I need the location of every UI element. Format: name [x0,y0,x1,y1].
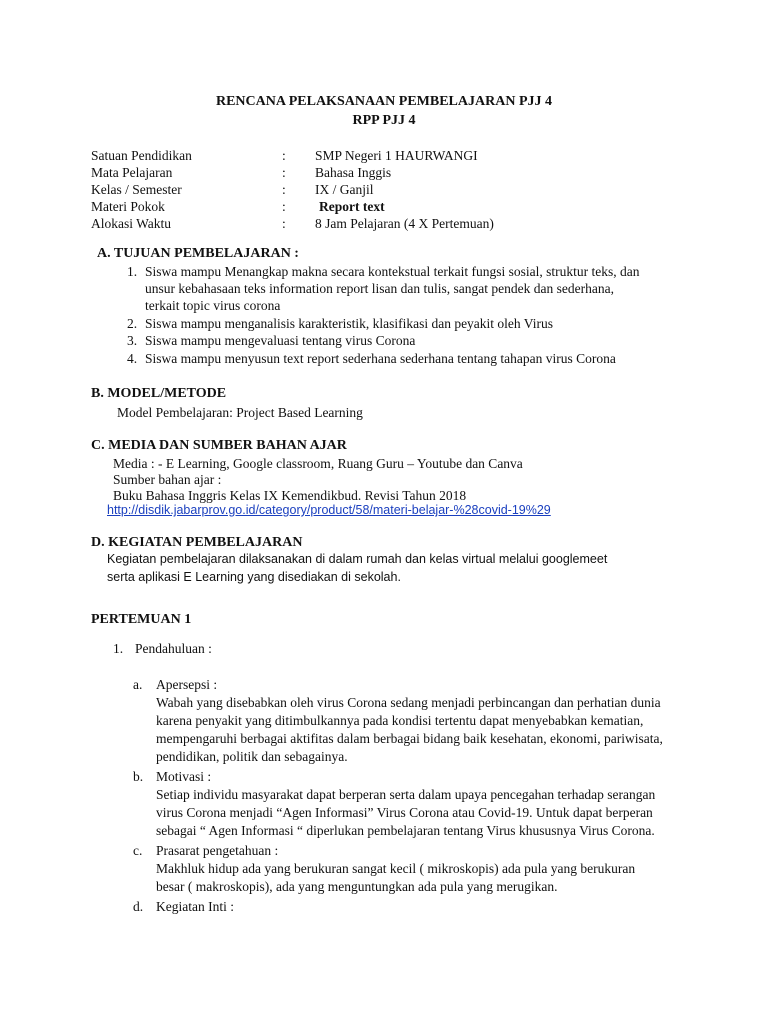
section-d-line: Kegiatan pembelajaran dilaksanakan di dalam rumah dan kelas virtual melalui googlemeet [107,552,608,566]
section-c-sumber: Sumber bahan ajar : [113,472,222,487]
section-c-media: Media : - E Learning, Google classroom, Ruang Guru – Youtube dan Canva [113,456,523,471]
list-number: 4. [127,351,138,366]
source-link[interactable]: http://disdik.jabarprov.go.id/category/product/58/materi-belajar-%28covid-19%29 [107,503,551,517]
sub-label: Apersepsi : [156,677,218,692]
identity-label: Alokasi Waktu [91,216,172,231]
sub-line: besar ( makroskopis), ada yang menguntungkan ada pula yang merugikan. [156,879,558,894]
sub-line: sebagai “ Agen Informasi “ diperlukan pembelajaran tentang Virus khususnya Virus Corona. [156,823,655,838]
sub-line: Setiap individu masyarakat dapat berperan serta dalam upaya pencegahan terhadap serangan [156,787,656,802]
list-item-line: Siswa mampu menganalisis karakteristik, klasifikasi dan peyakit oleh Virus [145,316,553,331]
sub-line: mempengaruhi berbagai aktifitas dalam berbagai bidang baik kesehatan, ekonomi, pariwisata, [156,731,663,746]
section-c-buku: Buku Bahasa Inggris Kelas IX Kemendikbud. Revisi Tahun 2018 [113,488,467,503]
identity-colon: : [282,182,286,197]
sub-label: Prasarat pengetahuan : [156,843,279,858]
step-number: 1. [113,641,124,656]
sub-line: Wabah yang disebabkan oleh virus Corona sedang menjadi perbincangan dan perhatian dunia [156,695,661,710]
list-number: 1. [127,264,138,279]
sub-line: pendidikan, politik dan sebagainya. [156,749,348,764]
identity-value: Report text [319,199,385,214]
sub-label: Kegiatan Inti : [156,899,234,914]
list-item-line: Siswa mampu Menangkap makna secara kontekstual terkait fungsi sosial, struktur teks, dan [145,264,640,279]
pertemuan-heading: PERTEMUAN 1 [91,612,192,627]
sub-line: virus Corona menjadi “Agen Informasi” Virus Corona atau Covid-19. Untuk dapat berperan [156,805,653,820]
list-item-line: terkait topic virus corona [145,298,281,313]
section-b-text: Model Pembelajaran: Project Based Learning [117,405,363,420]
list-number: 2. [127,316,138,331]
section-d-line: serta aplikasi E Learning yang disediakan di sekolah. [107,570,401,584]
section-a-heading: A. TUJUAN PEMBELAJARAN : [97,246,299,261]
sub-line: Makhluk hidup ada yang berukuran sangat kecil ( mikroskopis) ada pula yang berukuran [156,861,636,876]
identity-value: SMP Negeri 1 HAURWANGI [315,148,478,163]
identity-value: Bahasa Inggis [315,165,392,180]
identity-value: 8 Jam Pelajaran (4 X Pertemuan) [315,216,494,231]
sub-letter: a. [133,677,143,692]
identity-colon: : [282,216,286,231]
section-c-heading: C. MEDIA DAN SUMBER BAHAN AJAR [91,438,347,453]
section-b-heading: B. MODEL/METODE [91,386,227,401]
document-subtitle: RPP PJJ 4 [352,113,416,128]
sub-letter: c. [133,843,143,858]
identity-colon: : [282,199,286,214]
sub-letter: d. [133,899,144,914]
list-item-line: unsur kebahasaan teks information report lisan dan tulis, sangat pendek dan sederhana, [145,281,614,296]
document-title: RENCANA PELAKSANAAN PEMBELAJARAN PJJ 4 [215,94,552,109]
sub-line: karena penyakit yang ditimbulkannya pada kondisi tertentu dapat menyebabkan kematian, [156,713,644,728]
section-d-heading: D. KEGIATAN PEMBELAJARAN [91,535,303,550]
list-item-line: Siswa mampu mengevaluasi tentang virus Corona [145,333,416,348]
identity-label: Materi Pokok [91,199,165,214]
identity-colon: : [282,148,286,163]
identity-label: Kelas / Semester [91,182,182,197]
identity-value: IX / Ganjil [315,182,374,197]
sub-letter: b. [133,769,144,784]
identity-label: Mata Pelajaran [91,165,173,180]
list-item-line: Siswa mampu menyusun text report sederhana sederhana tentang tahapan virus Corona [145,351,616,366]
list-number: 3. [127,333,138,348]
identity-label: Satuan Pendidikan [91,148,192,163]
step-label: Pendahuluan : [135,641,212,656]
identity-colon: : [282,165,286,180]
sub-label: Motivasi : [156,769,212,784]
